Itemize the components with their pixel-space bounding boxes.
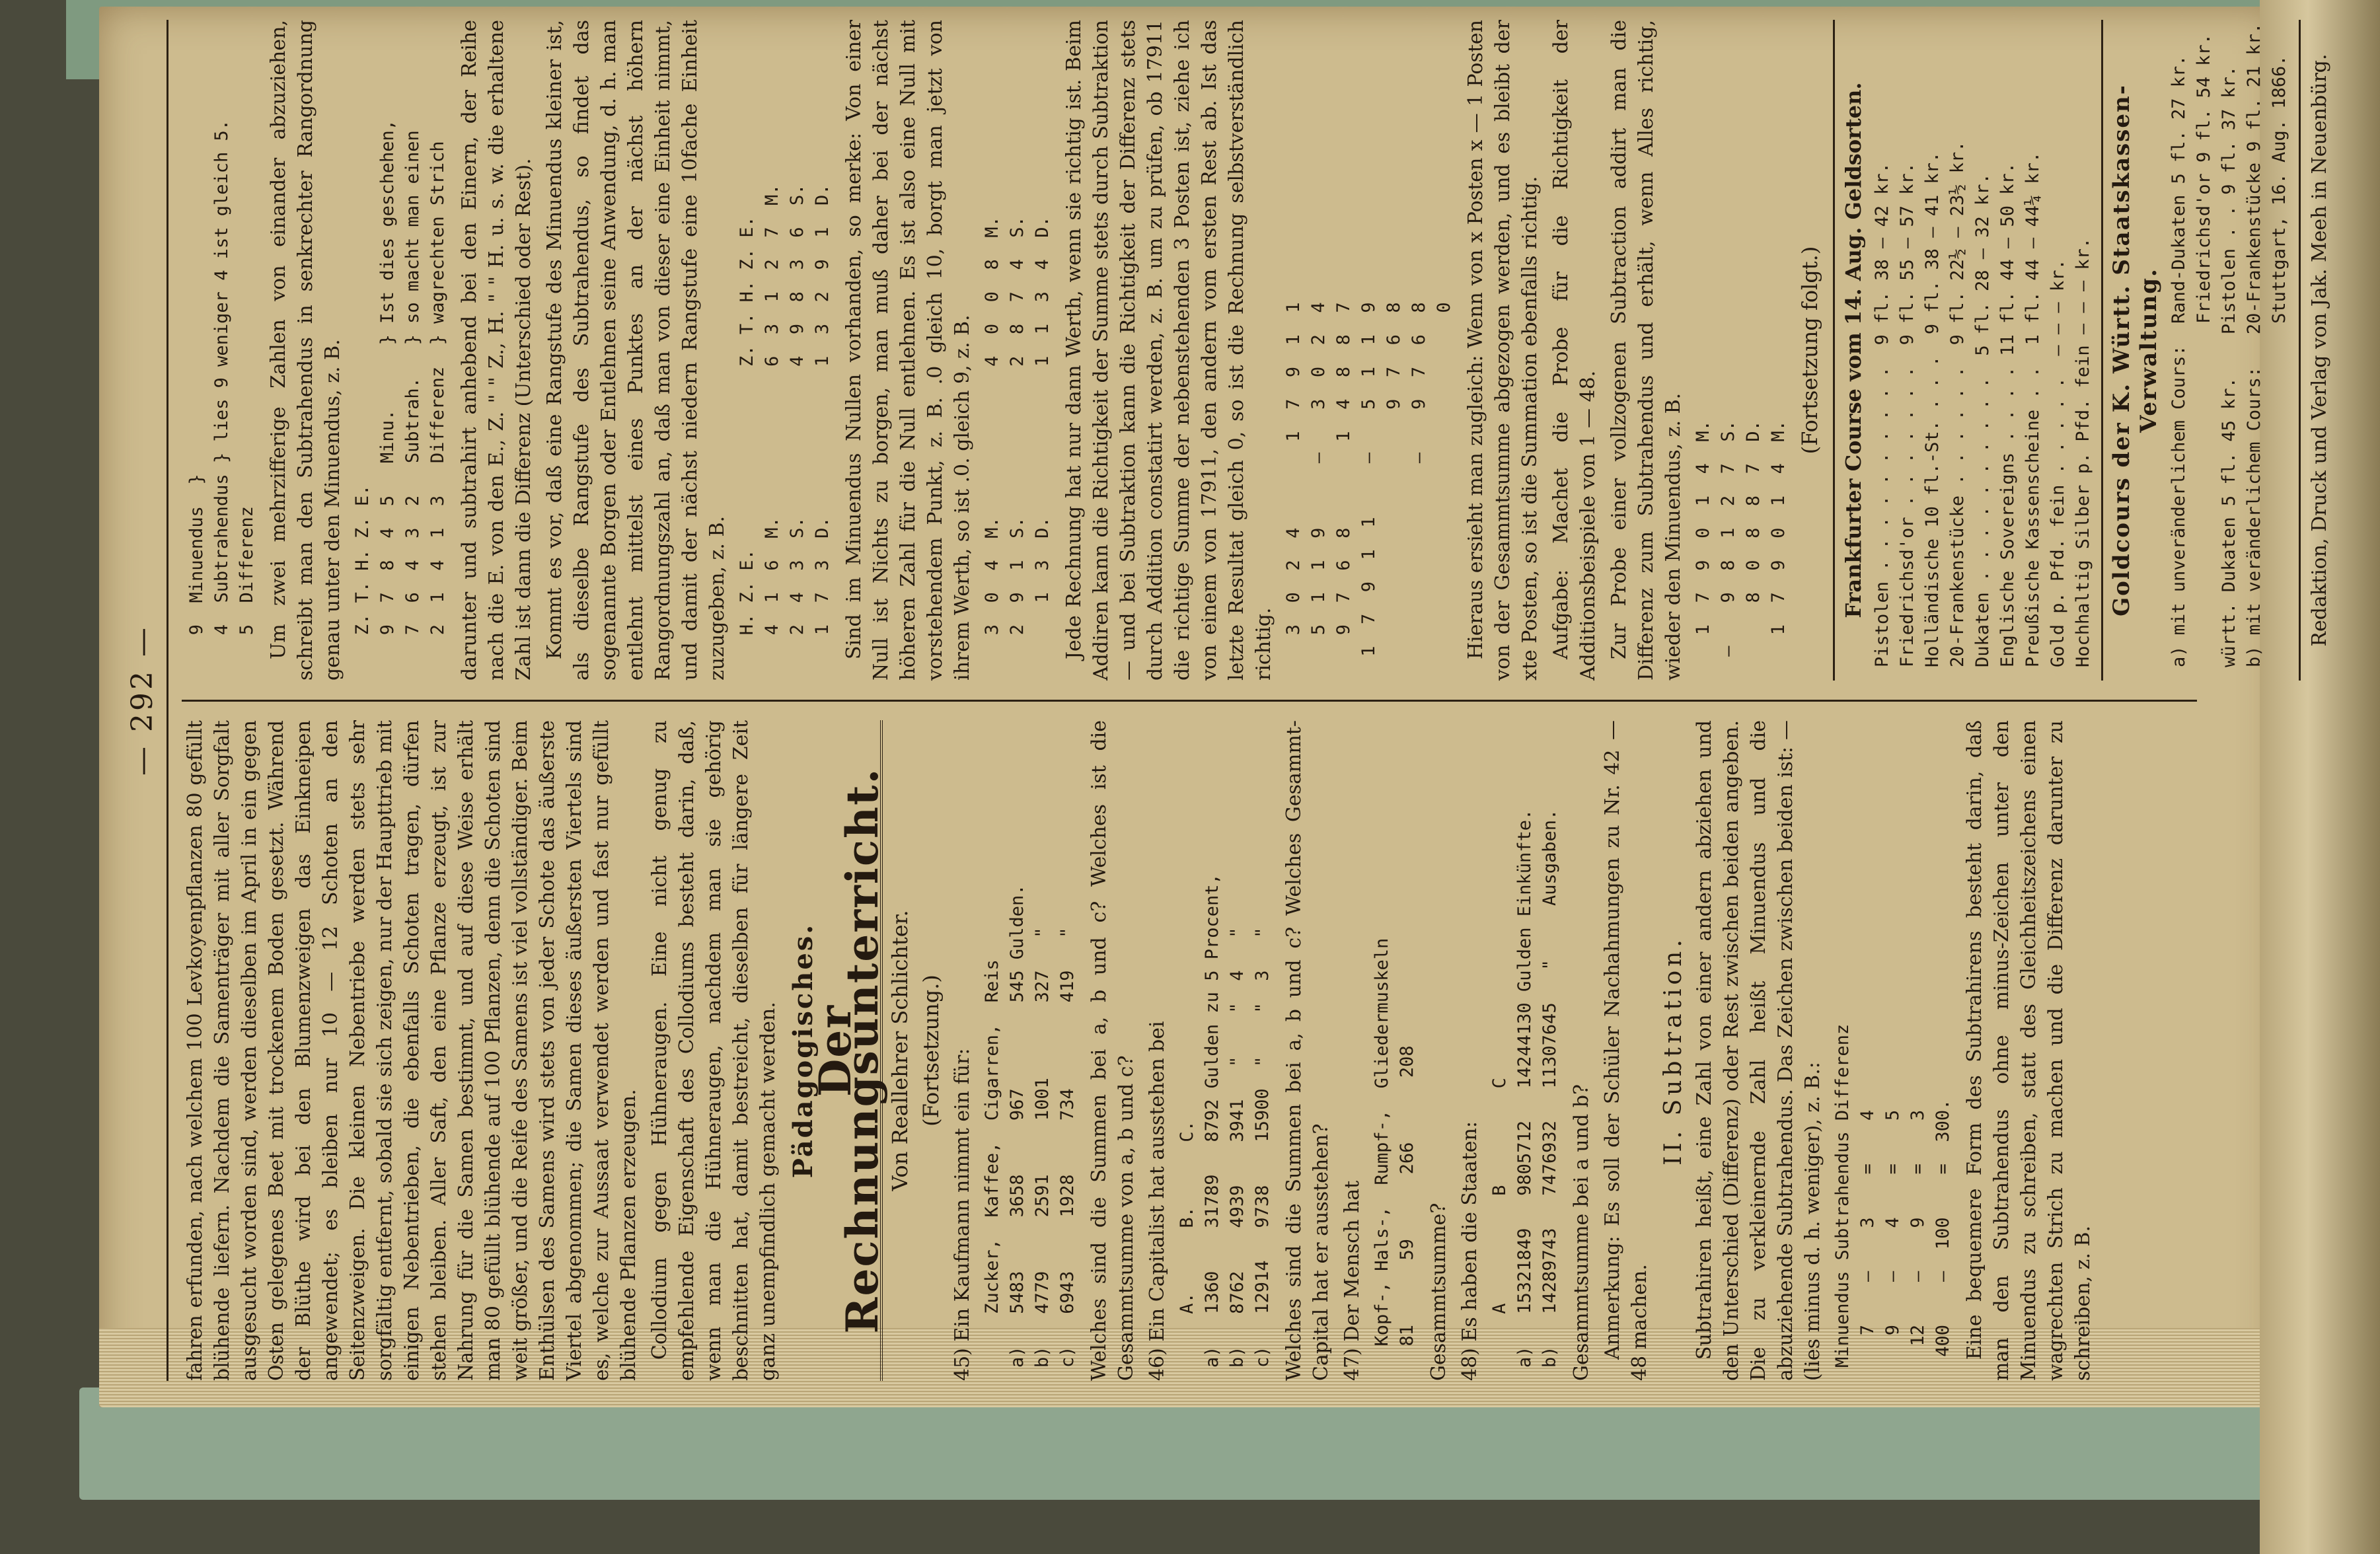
exercise-48: 48) Es haben die Staaten: <box>1458 1121 1481 1381</box>
paragraph: darunter und subtrahirt anhebend bei den Einern, der Reihe nach die E. von den E., Z. " " Z., H. " " H. u. s. w. die erhaltene Zahl ist dann die Differenz (Unterschied oder Rest). <box>458 20 535 681</box>
subsection-heading: II. Subtration. <box>1660 936 1687 1166</box>
article-author: Von Reallehrer Schlichter. <box>887 910 912 1191</box>
column-rule <box>182 700 2197 702</box>
exercise-table: Kopf-, Hals-, Rumpf-, Gliedermuskeln 81 59 266 208 <box>1372 938 1417 1347</box>
article-title: Der Rechnungsunterricht. <box>822 720 883 1381</box>
paragraph: Um zwei mehrzifferige Zahlen von einander abzuziehen, schreibt man den Subtrahendus in senkrechter Rangordnung genau unter den Minuendus, z. B. <box>267 20 344 681</box>
paragraph: Kommt es vor, daß eine Rangstufe des Minuendus kleiner ist, als dieselbe Rangstufe des Subtrahendus, so findet das sogenannte Borgen oder Entlehnen seine Anwendung, d. h. man entlehnt mittelst eines Punktes an der nächst höhern Rangordnungszahl an, daß man von dieser eine Einheit nimmt, und damit der nächst niedern Rangstufe eine 10fache Einheit zuzugeben, z. B. <box>543 20 729 681</box>
gold-course-title: Goldcours der K. Württ. Staatskassen-Verwaltung. <box>2101 20 2163 681</box>
exercise-table: Zucker, Kaffee, Cigarren, Reis a) 5483 3658 967 545 Gulden. b) 4779 2591 1001 327 " c) 6943 1928 734 419 " <box>982 884 1078 1368</box>
page-number: — 292 — <box>125 625 159 776</box>
left-column <box>182 720 2197 1381</box>
note: Anmerkung: Es soll der Schüler Nachahmungen zu Nr. 42 — 48 machen. <box>1601 720 1651 1381</box>
gold-course-table: a) mit unveränderlichem Cours: Rand-Dukaten 5 fl. 27 kr. Friedrichsd'or 9 fl. 54 kr. württ. Dukaten 5 fl. 45 kr. Pistolen . . 9 fl. 37 kr. b) mit veränderlichem Cours: 20-Frankenstücke 9 fl. 21 kr. Stuttgart, 16. Aug. 1866. <box>2169 22 2289 667</box>
paragraph: Zur Probe einer vollzogenen Subtraction addirt man die Differenz zum Subtrahendus und erhält, wenn Alles richtig, wieder den Minuendus, z. B. <box>1608 20 1685 681</box>
paragraph: Sind im Minuendus Nullen vorhanden, so merke: Von einer Null ist Nichts zu borgen, man muß daher bei der nächst höheren Zahl für die Null entlehnen. Es ist also eine Null mit vorstehendem Punkt, z. B. .0 gleich 10, borgt man jetzt von ihrem Werth, so ist .0. gleich 9, z. B. <box>842 20 974 681</box>
exercise-45: 45) Ein Kaufmann nimmt ein für: <box>951 1048 974 1381</box>
course-table: Pistolen . . . . . . . . . . 9 fl. 38 — 42 kr. Friedrichsd'or . . . . . . . 9 fl. 55 — 57 kr. Holländische 10 fl.-St. . . . 9 fl. 38 — 41 kr. 20-Frankenstücke . . . . . . 9 fl. 22½ — 23½ kr. Dukaten . . . . . . . . . . 5 fl. 28 — 32 kr. Englische Sovereigns . . . . 11 fl. 44 — 50 kr. Preußische Kassenscheine . . 1 fl. 44 — 44¼ kr. Gold p. Pfd. fein . . . . . — — — kr. Hochhaltig Silber p. Pfd. fein — — — kr. <box>1872 141 2093 667</box>
header-rule <box>167 20 168 1381</box>
example: 9 Minuendus } 4 Subtrahendus } lies 9 weniger 4 ist gleich 5. 5 Differenz <box>186 119 257 636</box>
paragraph: Subtrahiren heißt, eine Zahl von einer andern abziehen und den Unterschied (Differenz) oder Rest zwischen beiden angeben. Die zu verkleinernde Zahl heißt Minuendus und die abzuziehende Subtrahendus. Das Zeichen zwischen beiden ist: — (lies minus d. h. weniger), z. B.: <box>1693 720 1824 1381</box>
paragraph: Welches sind die Summen bei a, b und c? Welches Gesammt-Capital hat er ausstehen? <box>1283 720 1333 1381</box>
paragraph: Gesammtsumme? <box>1427 1202 1450 1381</box>
paragraph: fahren erfunden, nach welchem 100 Levkoyenpflanzen 80 gefüllt blühende liefern. Nachdem die Samenträger mit aller Sorgfalt ausgesucht worden sind, werden dieselben im April in ein gegen Osten gelegenes Beet mit trockenem Boden gesetzt. Während der Blüthe wird bei den Blumenzweigen das Einkneipen angewendet; es bleiben nur 10 — 12 Schoten an den Seitenzweigen. Die kleinen Nebentriebe werden stets sehr sorgfältig entfernt, sobald sie sich zeigen, nur der Haupttrieb mit einigen Nebentrieben, die ebenfalls Schoten tragen, dürfen stehen bleiben. Aller Saft, den eine Pflanze erzeugt, ist zur Nahrung für die Samen bestimmt, und auf diese Weise erhält man 80 gefüllt blühende auf 100 Pflanzen, denn die Schoten sind weit größer, und die Reife des Samens ist viel vollständiger. Beim Enthülsen des Samens wird stets von jeder Schote das äußerste Viertel abgenommen; die Samen dieses äußersten Viertels sind es, welche zur Aussaat verwendet werden und fast nur gefüllt blühende Pflanzen erzeugen. <box>184 720 640 1381</box>
example: 3 0 2 4 1 7 9 1 1 5 1 1 9 — 3 0 2 4 9 7 6 8 1 4 8 8 7 1 7 9 1 1 — 5 1 1 9 9 7 6 8 — 9 7 6 8 0 <box>1283 302 1454 657</box>
exercise-46: 46) Ein Capitalist hat ausstehen bei <box>1146 1021 1169 1381</box>
subtraction-table: Minuendus Subtrahendus Differenz 7 — 3 = 4 9 — 4 = 5 12 — 9 = 3 400 — 100 = 300. <box>1832 1023 1953 1368</box>
paragraph: Welches sind die Summen bei a, b und c? Welches ist die Gesammtsumme von a, b und c? <box>1088 720 1138 1381</box>
course-title: Frankfurter Course vom 14. Aug. Geldsorten. <box>1833 20 1867 681</box>
paragraph: Gesammtsumme bei a und b? <box>1570 1084 1593 1381</box>
right-column <box>182 20 2331 681</box>
paragraph: Hieraus ersieht man zugleich: Wenn von x Posten x — 1 Posten von der Gesammtsumme abgezogen werden, und es bleibt der xte Posten, so ist die Summation ebenfalls richtig. <box>1464 20 1542 681</box>
continuation-note: (Fortsetzung folgt.) <box>1797 246 1822 455</box>
exercise-table: A B C a) 15321849 9805712 14244130 Gulden Einkünfte. b) 14289743 7476932 11307645 " Ausgaben. <box>1489 809 1560 1368</box>
continuation-note: (Fortsetzung.) <box>918 975 944 1127</box>
example: 1 7 9 0 1 4 M. — 9 8 1 2 7 S. 8 0 8 8 7 D. 1 7 9 0 1 4 M. <box>1693 420 1789 657</box>
section-heading: Pädagogisches. <box>788 922 819 1179</box>
rotated-page-content <box>119 20 2331 1381</box>
example: Z. T. H. Z. E. 9 7 8 4 5 Minu. } Ist dies geschehen, 7 6 4 3 2 Subtrah. } so macht man einen 2 1 4 1 3 Differenz } wagrechten Strich <box>352 119 448 636</box>
imprint-footer: Redaktion, Druck und Verlag von Jak. Meeh in Neuenbürg. <box>2299 20 2333 681</box>
exercise-table: A. B. C. a) 1360 31789 8792 Gulden zu 5 Procent, b) 8762 4939 3941 " " 4 " c) 12914 9738 15900 " " 3 " <box>1177 873 1273 1368</box>
paragraph: Collodium gegen Hühneraugen. Eine nicht genug zu empfehlende Eigenschaft des Collodiums besteht darin, daß, wenn man die Hühneraugen, nachdem man sie gehörig beschnitten hat, damit bestreicht, dieselben für längere Zeit ganz unempfindlich gemacht werden. <box>648 720 780 1381</box>
example: H. Z. E. Z. T. H. Z. E. 4 1 6 M. 6 3 1 2 7 M. 2 4 3 S. 4 9 8 3 6 S. 1 7 3 D. 1 3 2 9 1 D. <box>737 184 833 636</box>
exercise-47: 47) Der Mensch hat <box>1341 1180 1364 1381</box>
paragraph: Aufgabe: Machet die Probe für die Richtigkeit der Additionsbeispiele von 1 — 48. <box>1549 20 1600 681</box>
paragraph: Jede Rechnung hat nur dann Werth, wenn sie richtig ist. Beim Addiren kann die Richtigkeit der Summe stets durch Subtraktion — und bei Subtraktion kann die Richtigkeit der Differenz stets durch Addition constatirt werden, z. B. um zu prüfen, ob 17911 die richtige Summe der nebenstehenden 3 Posten ist, ziehe ich von einem von 17911, den andern vom ersten Rest ab. Ist das letzte Resultat gleich 0, so ist die Rechnung selbstverständlich richtig. <box>1062 20 1275 681</box>
example: 3 0 4 M. 4 0 0 8 M. 2 9 1 S. 2 8 7 4 S. 1 3 D. 1 1 3 4 D. <box>982 216 1053 636</box>
paragraph: Eine bequemere Form des Subtrahirens besteht darin, daß man den Subtrahendus ohne minus-Zeichen unter den Minuendus zu schreiben, statt des Gleichheitszeichens einen wagrechten Strich zu machen und die Differenz darunter zu schreiben, z. B. <box>1963 720 2095 1381</box>
